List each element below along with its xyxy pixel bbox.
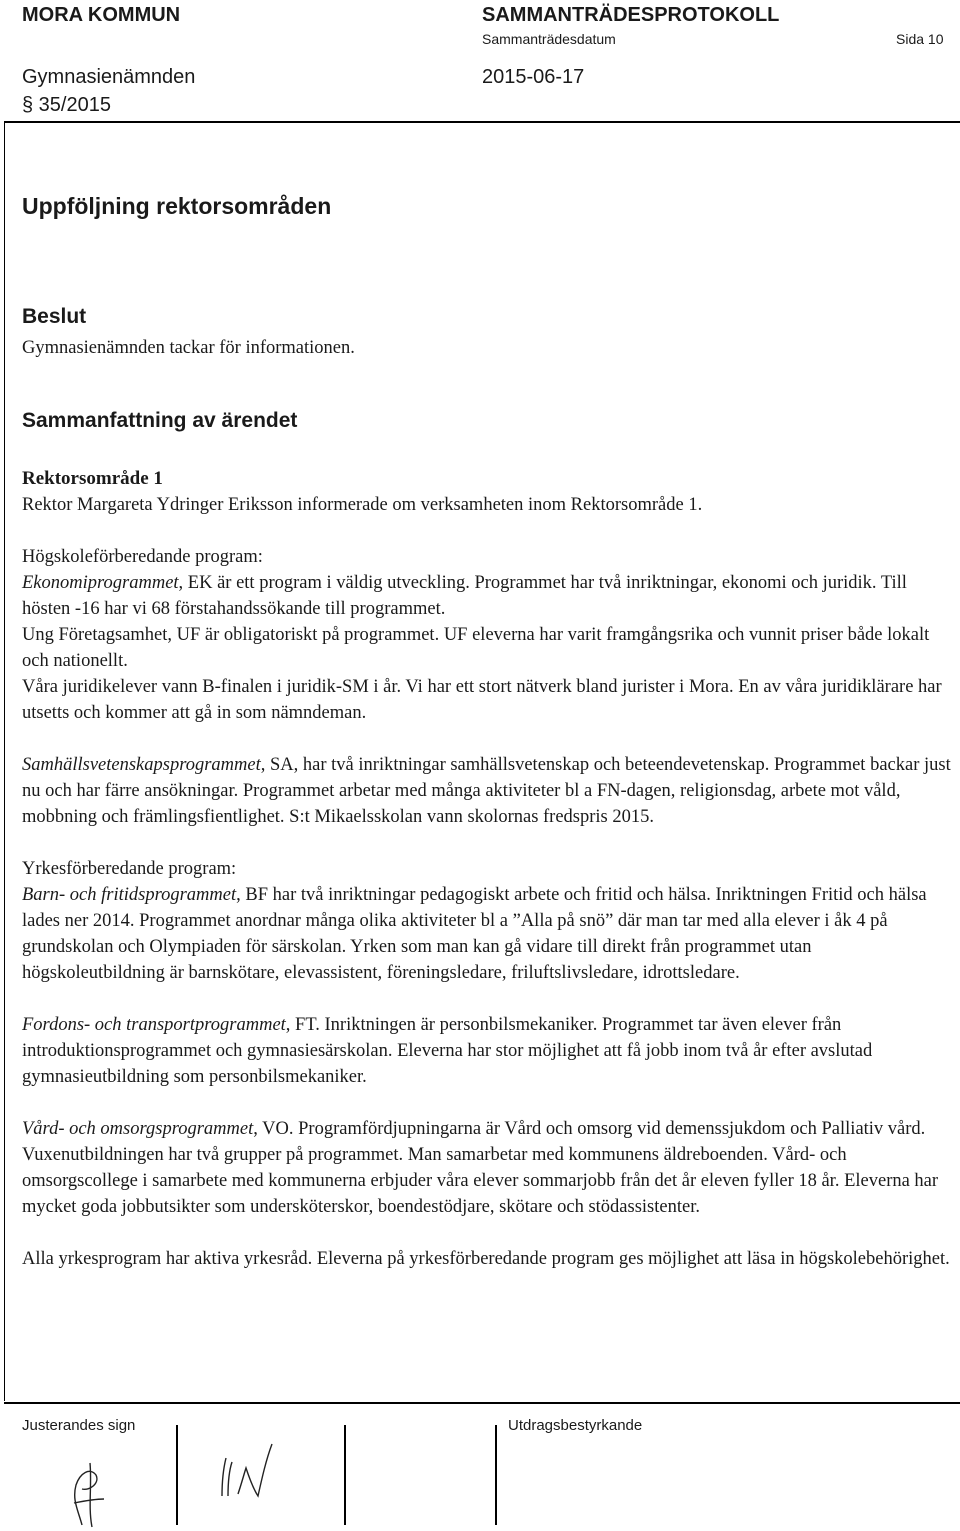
sign-divider-3: [495, 1425, 497, 1525]
ek-program-name: Ekonomiprogrammet: [22, 573, 179, 593]
summary-body: [22, 466, 952, 1272]
signature-initials-1: [60, 1455, 120, 1530]
page-number: Sida 10: [896, 31, 944, 47]
yrk-heading: Yrkesförberedande program:: [22, 859, 237, 879]
summary-heading: Sammanfattning av ärendet: [22, 409, 298, 432]
area-heading: Rektorsområde 1: [22, 468, 163, 489]
extract-label: Utdragsbestyrkande: [508, 1417, 643, 1434]
paragraph-number: § 35/2015: [22, 94, 111, 116]
left-margin-rule: [4, 121, 5, 1401]
vo-program-name: Vård- och omsorgsprogrammet: [22, 1119, 254, 1139]
vo-program-text: , VO. Programfördjupningarna är Vård och omsorg vid demenssjukdom och Palliativ vård. Vuxenutbildningen har två grupper på programmet. Man samarbetar med kommunens äldreboenden. Vård- och omsorgscollege i samarbete med kommunerna erbjuder våra elever sommarjobb från det år eleven fyller 18 år. Eleverna har mycket goda jobbutsikter som undersköterskor, boendestödjare, skötare och stödassistenter.: [22, 1119, 939, 1217]
ek-program-text: , EK är ett program i väldig utveckling. Programmet har två inriktningar, ekonomi och juridik. Till hösten -16 har vi 68 förstahandssökande till programmet.: [22, 573, 907, 619]
page-title: Uppföljning rektorsområden: [22, 193, 332, 219]
sa-program-name: Samhällsvetenskapsprogrammet: [22, 755, 261, 775]
sa-program-text: , SA, har två inriktningar samhällsvetenskap och beteendevetenskap. Programmet backar just nu och har färre ansökningar. Programmet arbetar med många aktiviteter bl a FN-dagen, religionsdag, arbete mot våld, mobbning och främlingsfientlighet. S:t Mikaelsskolan vann skolornas fredspris 2015.: [22, 755, 951, 827]
decision-text: Gymnasienämnden tackar för informationen.: [22, 338, 355, 358]
signature-initials-2: [210, 1438, 290, 1508]
meeting-date: 2015-06-17: [482, 66, 585, 88]
sign-divider-2: [344, 1425, 346, 1525]
closing-text: Alla yrkesprogram har aktiva yrkesråd. Eleverna på yrkesförberedande program ges möjlighet att läsa in högskolebehörighet.: [22, 1249, 950, 1269]
sign-label: Justerandes sign: [22, 1417, 136, 1434]
org-name: MORA KOMMUN: [22, 4, 181, 26]
bf-program-text: , BF har två inriktningar pedagogiskt arbete och fritid och hälsa. Inriktningen Fritid och hälsa lades ner 2014. Programmet anordnar många olika aktiviteter bl a ”Alla på snö” där man tar med alla elever i åk 4 på grundskolan och Olympiaden för särskolan. Yrken som man kan gå vidare till direkt från programmet utan högskoleutbildning är barnskötare, elevassistent, föreningsledare, friluftslivsledare, idrottsledare.: [22, 885, 927, 983]
ek-juridik-text: Våra juridikelever vann B-finalen i juridik-SM i år. Vi har ett stort nätverk bland jurister i Mora. En av våra juridiklärare har utsetts och kommer att gå in som nämndeman.: [22, 677, 942, 723]
committee-name: Gymnasienämnden: [22, 66, 196, 88]
ft-program-name: Fordons- och transportprogrammet: [22, 1015, 286, 1035]
header-rule: [4, 121, 960, 123]
bf-program-name: Barn- och fritidsprogrammet: [22, 885, 237, 905]
area-intro: Rektor Margareta Ydringer Eriksson informerade om verksamheten inom Rektorsområde 1.: [22, 495, 703, 515]
sign-divider-1: [176, 1425, 178, 1525]
date-label: Sammanträdesdatum: [482, 31, 616, 47]
hs-heading: Högskoleförberedande program:: [22, 547, 263, 567]
decision-heading: Beslut: [22, 305, 87, 328]
ek-uf-text: Ung Företagsamhet, UF är obligatoriskt på programmet. UF eleverna har varit framgångsrika och vunnit priser både lokalt och nationellt.: [22, 625, 930, 671]
footer-rule: [4, 1402, 960, 1404]
ft-program-text: , FT. Inriktningen är personbilsmekaniker. Programmet tar även elever från introduktionsprogrammet och gymnasiesärskolan. Eleverna har stor möjlighet att få jobb inom två år efter avslutad gymnasieutbildning som personbilsmekaniker.: [22, 1015, 873, 1087]
doc-type: SAMMANTRÄDESPROTOKOLL: [482, 4, 780, 26]
